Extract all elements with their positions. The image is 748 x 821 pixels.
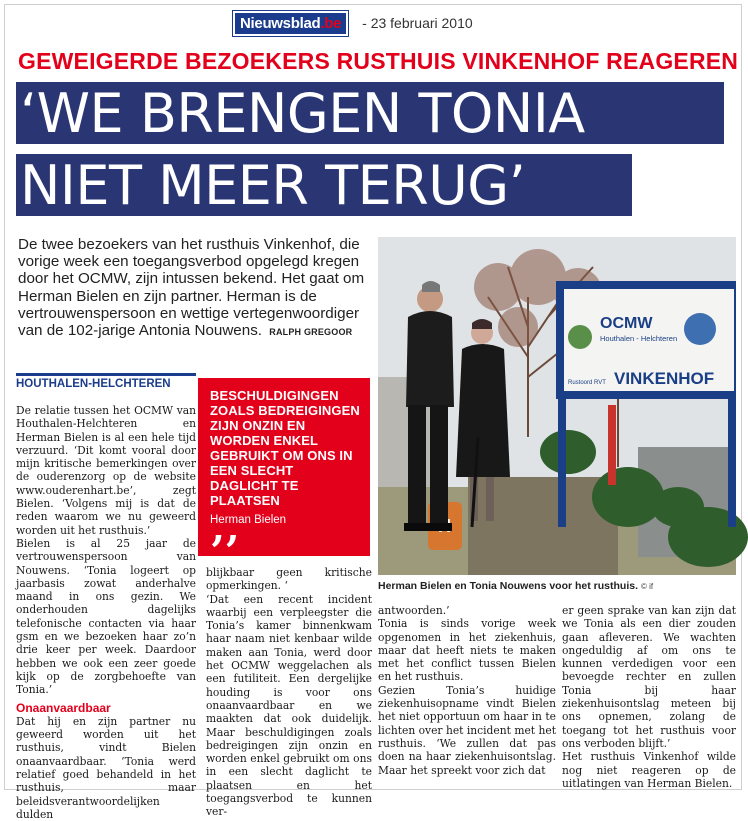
paragraph: De relatie tussen het OCMW van Houthalen-Helchteren en Herman Bielen is al een hele tijd verzuurd. ‘Dit komt vooral door mijn kritische bemerkingen over de ouderenzorg op de website www.ouderenhart.be’, zegt Bielen. ‘Volgens mij is dat de reden waarom we nu geweerd worden uit het rusthuis.’ [16,404,196,537]
article-column-1 [16,404,196,821]
article-photo [378,237,736,575]
paragraph: Dat hij en zijn partner nu geweerd worden uit het rusthuis, vindt Bielen onaanvaardbaar. ‘Tonia werd relatief goed behandeld in het rusthuis, maar beleidsverantwoordelijken dulden [16,714,196,821]
sign-name: VINKENHOF [614,369,715,388]
newspaper-logo [233,11,348,36]
paragraph: Tonia is sinds vorige week opgenomen in het ziekenhuis, maar dat heeft niets te maken met het conflict tussen Bielen en het rusthuis. [378,617,556,684]
publication-date: - 23 februari 2010 [362,15,473,31]
logo-domain: .be [320,14,342,32]
article-column-3 [378,604,556,777]
paragraph: antwoorden.’ [378,604,450,617]
sign-subtitle: Houthalen - Helchteren [600,334,678,343]
paragraph: Gezien Tonia’s huidige ziekenhuisopname vindt Bielen het niet opportuun om haar in te lichten over het incident met het rusthuis. ‘We zullen dat pas doen na haar ziekenhuisontslag. Maar het spreekt voor zich dat [378,683,556,777]
photo-caption [378,580,736,592]
paragraph: ‘Dat een recent incident waarbij een verpleegster die Tonia’s kamer binnenkwam haar naam niet kenbaar wilde maken aan Tonia, werd door het OCMW weggelachen als een futiliteit. Een dergelijke houding is voor ons onaanvaardbaar en we maakten dat ook duidelijk. Maar beschuldigingen zoals bedreigingen zijn onzin en worden enkel gebruikt om ons in een slecht daglicht te plaatsen en het toegangsverbod te kunnen ver- [206,592,372,819]
intro-paragraph [18,236,370,341]
headline-line-2: NIET MEER TERUG’ [16,154,632,216]
masthead [233,12,473,34]
ocmw-sign [556,281,736,399]
paragraph: Bielen is al 25 jaar de vertrouwenspersoon van Nouwens. ‘Tonia logeert op jaarbasis zowat anderhalve maand in ons gezin. We onderhouden dagelijks telefonische contacten via haar gsm en we bezoeken haar zo’n drie keer per week. Daardoor hebben we ook een zeer goede kijk op de zorgbehoefte van Tonia.’ [16,536,196,697]
paragraph: Het rusthuis Vinkenhof wilde nog niet reageren op de uitlatingen van Herman Bielen. [562,750,736,790]
pull-quote-author: Herman Bielen [210,514,287,526]
intro-text: De twee bezoekers van het rusthuis Vinkenhof, die vorige week een toegangsverbod opgelegd kregen door het OCMW, zijn intussen bekend. Het gaat om Herman Bielen en zijn partner. Herman is de vertrouwenspersoon en wettige vertegenwoordiger van de 102-jarige Antonia Nouwens. [18,236,365,340]
sign-org: OCMW [600,315,653,332]
article-column-2 [206,566,372,819]
paragraph: blijkbaar geen kritische opmerkingen. ‘ [206,566,372,593]
pull-quote-box [198,378,370,576]
quote-mark-icon: ’’ [210,527,240,576]
pull-quote-text: BESCHULDIGINGEN ZOALS BEDREIGINGEN ZIJN ONZIN EN WORDEN ENKEL GEBRUIKT OM ONS IN EEN SLECHT DAGLICHT TE PLAATSEN [210,388,360,508]
caption-text: Herman Bielen en Tonia Nouwens voor het rusthuis. [378,580,639,592]
photo-credit: © if [641,582,654,591]
headline-line-1: ‘WE BRENGEN TONIA [16,82,724,144]
byline: RALPH GREGOOR [269,327,353,338]
kicker-headline: GEWEIGERDE BEZOEKERS RUSTHUIS VINKENHOF REAGEREN [18,48,739,74]
photo-illustration [378,237,736,575]
article-column-4 [562,604,736,790]
dateline-place: HOUTHALEN-HELCHTEREN [16,373,196,391]
paragraph: er geen sprake van kan zijn dat we Tonia als een dier zouden gaan afleveren. We wachten ongeduldig af om ons te kunnen verdedigen voor een bevoegde rechter en zullen Tonia bij haar ziekenhuisontslag meteen bij ons opnemen, zolang de toegang tot het rusthuis voor ons verboden blijft.’ [562,604,736,750]
logo-text: Nieuwsblad [240,14,321,32]
subheading: Onaanvaardbaar [16,700,111,715]
sign-small-text: Rustoord RVT [568,380,606,386]
